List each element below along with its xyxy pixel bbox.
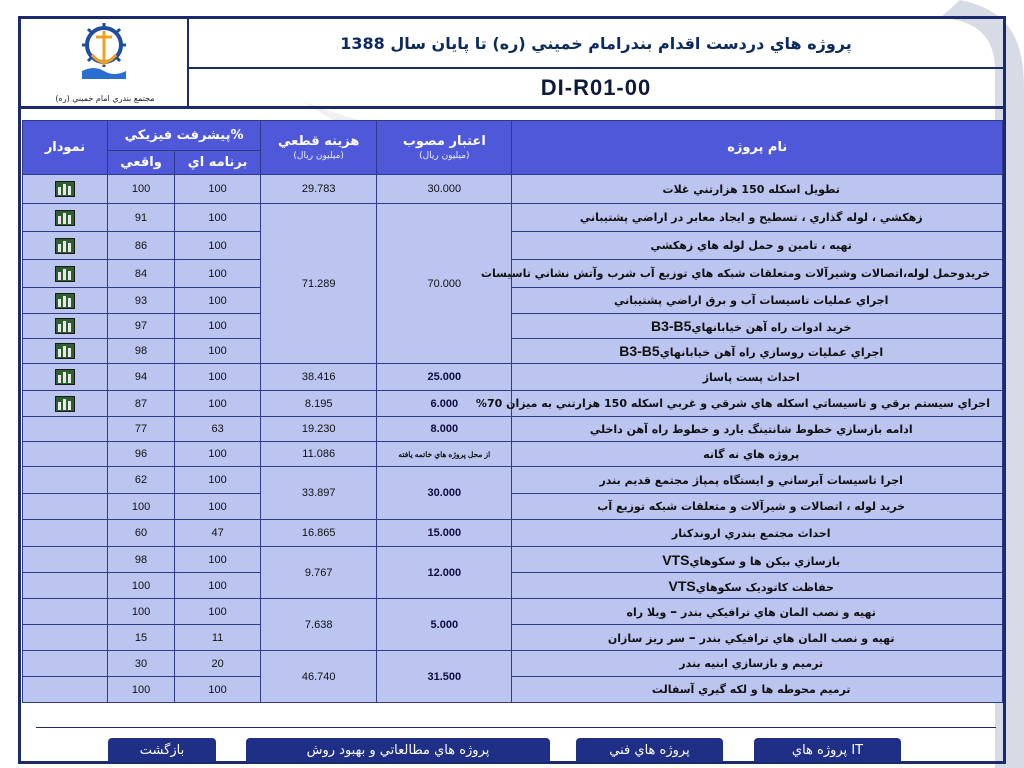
chart-cell[interactable] (23, 364, 108, 391)
header-approved-credit (377, 121, 512, 175)
name-code: VTS (662, 551, 690, 568)
name-code: VTS (668, 577, 696, 594)
project-name: خريد لوله ، اتصالات و شيرآلات و متعلقات شبكه توزيع آب (512, 494, 1003, 520)
header-project-name: نام پروژه (512, 121, 1003, 175)
chart-cell-empty (23, 599, 108, 625)
project-name: پروژه هاي نه گانه (512, 442, 1003, 467)
project-name: اجراي سيستم برقي و تاسيساتي اسكله هاي شرقي و غربي اسكله 150 هزارتني به ميزان 70% (512, 391, 1003, 417)
final-cost: 8.195 (261, 391, 377, 417)
footer-divider (36, 727, 996, 728)
planned-progress: 11 (175, 625, 261, 651)
planned-progress: 100 (175, 314, 261, 339)
planned-progress: 100 (175, 547, 261, 573)
project-name: اجراي عمليات روسازي راه آهن خيابانهايB3-B5 (512, 339, 1003, 364)
chart-cell-empty (23, 520, 108, 547)
chart-cell-empty (23, 651, 108, 677)
chart-cell-empty (23, 417, 108, 442)
chart-cell[interactable] (23, 288, 108, 314)
project-name: ادامه بازسازي خطوط شانتينگ يارد و خطوط راه آهن داخلي (512, 417, 1003, 442)
chart-cell-empty (23, 677, 108, 703)
actual-progress: 100 (108, 175, 175, 204)
bar-chart-icon[interactable] (55, 181, 75, 197)
project-name: اجراي عمليات تاسيسات آب و برق اراضي پشتيباني (512, 288, 1003, 314)
final-cost: 29.783 (261, 175, 377, 204)
project-name: ترميم محوطه ها و لكه گيري آسفالت (512, 677, 1003, 703)
actual-progress: 100 (108, 494, 175, 520)
planned-progress: 100 (175, 573, 261, 599)
approved-credit: 25.000 (377, 364, 512, 391)
project-name: تطويل اسكله 150 هزارتني غلات (512, 175, 1003, 204)
nav-study-projects-button[interactable]: پروژه هاي مطالعاتي و بهبود روش (246, 738, 550, 762)
project-name: بازسازي بيكن ها و سكوهايVTS (512, 547, 1003, 573)
planned-progress: 47 (175, 520, 261, 547)
bar-chart-icon[interactable] (55, 238, 75, 254)
actual-progress: 91 (108, 204, 175, 232)
actual-progress: 87 (108, 391, 175, 417)
actual-progress: 98 (108, 547, 175, 573)
planned-progress: 100 (175, 232, 261, 260)
final-cost: 11.086 (261, 442, 377, 467)
header-chart: نمودار (23, 121, 108, 175)
bar-chart-icon[interactable] (55, 293, 75, 309)
final-cost: 38.416 (261, 364, 377, 391)
actual-progress: 77 (108, 417, 175, 442)
planned-progress: 100 (175, 467, 261, 494)
planned-progress: 100 (175, 339, 261, 364)
page-title: پروژه هاي دردست اقدام بندرامام خميني (ره) تا پايان سال 1388 (189, 19, 1003, 69)
project-name: احداث پست پاساژ (512, 364, 1003, 391)
chart-cell[interactable] (23, 175, 108, 204)
actual-progress: 100 (108, 599, 175, 625)
final-cost: 46.740 (261, 651, 377, 703)
approved-credit: 8.000 (377, 417, 512, 442)
planned-progress: 100 (175, 260, 261, 288)
header-final-cost-unit: (ميليون ريال) (293, 151, 344, 161)
planned-progress: 100 (175, 204, 261, 232)
planned-progress: 100 (175, 442, 261, 467)
planned-progress: 100 (175, 175, 261, 204)
actual-progress: 62 (108, 467, 175, 494)
final-cost: 71.289 (261, 204, 377, 364)
header-final-cost-label: هزينه قطعي (278, 134, 360, 149)
project-name: اجرا تاسيسات آبرساني و ايستگاه پمپاژ مجتمع قديم بندر (512, 467, 1003, 494)
header-planned: برنامه اي (175, 151, 261, 175)
header-divider (21, 106, 1003, 109)
header-actual: واقعي (108, 151, 175, 175)
approved-credit: 70.000 (377, 204, 512, 364)
bar-chart-icon[interactable] (55, 343, 75, 359)
planned-progress: 100 (175, 391, 261, 417)
planned-progress: 100 (175, 494, 261, 520)
final-cost: 7.638 (261, 599, 377, 651)
final-cost: 9.767 (261, 547, 377, 599)
projects-table (22, 120, 1003, 703)
nav-back-button[interactable]: بازگشت (108, 738, 216, 762)
chart-cell[interactable] (23, 339, 108, 364)
nav-technical-projects-button[interactable]: پروژه هاي فني (576, 738, 723, 762)
chart-cell-empty (23, 467, 108, 494)
project-name: ترميم و بازسازي ابنيه بندر (512, 651, 1003, 677)
bar-chart-icon[interactable] (55, 396, 75, 412)
actual-progress: 60 (108, 520, 175, 547)
actual-progress: 86 (108, 232, 175, 260)
actual-progress: 30 (108, 651, 175, 677)
chart-cell[interactable] (23, 232, 108, 260)
planned-progress: 100 (175, 364, 261, 391)
chart-cell-empty (23, 625, 108, 651)
actual-progress: 100 (108, 677, 175, 703)
project-name: خريد ادوات راه آهن خيابانهايB3-B5 (512, 314, 1003, 339)
approved-credit: 12.000 (377, 547, 512, 599)
actual-progress: 97 (108, 314, 175, 339)
planned-progress: 20 (175, 651, 261, 677)
header-final-cost (261, 121, 377, 175)
name-dash: – (688, 629, 696, 646)
logo-caption: مجتمع بندري امام خميني (ره) (55, 94, 155, 103)
approved-credit: 31.500 (377, 651, 512, 703)
chart-cell-empty (23, 442, 108, 467)
approved-credit: 30.000 (377, 467, 512, 520)
bar-chart-icon[interactable] (55, 369, 75, 385)
actual-progress: 100 (108, 573, 175, 599)
approved-credit: از محل پروژه هاي خاتمه يافته (377, 442, 512, 467)
bar-chart-icon[interactable] (55, 210, 75, 226)
project-name: حفاظت كاتوديک سكوهايVTS (512, 573, 1003, 599)
chart-cell-empty (23, 547, 108, 573)
chart-cell[interactable] (23, 391, 108, 417)
chart-cell-empty (23, 573, 108, 599)
final-cost: 19.230 (261, 417, 377, 442)
approved-credit: 15.000 (377, 520, 512, 547)
project-name: احداث مجتمع بندري اروندكنار (512, 520, 1003, 547)
project-name: تهيه و نصب المان هاي ترافيکي بندر – ويلا راه (512, 599, 1003, 625)
actual-progress: 15 (108, 625, 175, 651)
project-name: تهيه و نصب المان هاي ترافيکي بندر – سر ريز سازان (512, 625, 1003, 651)
project-name: تهيه ، تامين و حمل لوله هاي زهكشي (512, 232, 1003, 260)
planned-progress: 100 (175, 288, 261, 314)
chart-cell-empty (23, 494, 108, 520)
nav-it-projects-button[interactable]: پروژه هاي IT (754, 738, 901, 762)
anchor-wheel-logo-icon (76, 21, 132, 81)
name-code: B3-B5 (650, 318, 692, 334)
planned-progress: 100 (175, 599, 261, 625)
project-name: خريدوحمل لوله،اتصالات وشيرآلات ومتعلقات شبكه هاي توزيع آب شرب وآتش نشاني تاسيسات (512, 260, 1003, 288)
approved-credit: 5.000 (377, 599, 512, 651)
approved-credit: 6.000 (377, 391, 512, 417)
bar-chart-icon[interactable] (55, 266, 75, 282)
name-dash: – (670, 603, 678, 620)
actual-progress: 94 (108, 364, 175, 391)
final-cost: 33.897 (261, 467, 377, 520)
approved-credit: 30.000 (377, 175, 512, 204)
actual-progress: 93 (108, 288, 175, 314)
actual-progress: 98 (108, 339, 175, 364)
planned-progress: 63 (175, 417, 261, 442)
chart-cell[interactable] (23, 314, 108, 339)
final-cost: 16.865 (261, 520, 377, 547)
logo-area (21, 19, 189, 107)
header-physical-progress: %پيشرفت فيزيكي (108, 121, 261, 151)
actual-progress: 96 (108, 442, 175, 467)
header-approved-credit-unit: (ميليون ريال) (419, 151, 470, 161)
actual-progress: 84 (108, 260, 175, 288)
name-code: B3-B5 (619, 343, 660, 359)
document-code: DI-R01-00 (540, 75, 652, 100)
bar-chart-icon[interactable] (55, 318, 75, 334)
planned-progress: 100 (175, 677, 261, 703)
header-approved-credit-label: اعتبار مصوب (402, 134, 486, 149)
page-header (21, 19, 1003, 107)
chart-cell[interactable] (23, 204, 108, 232)
chart-cell[interactable] (23, 260, 108, 288)
project-name: زهكشي ، لوله گذاري ، تسطيح و ايجاد معابر در اراضي پشتيباني (512, 204, 1003, 232)
